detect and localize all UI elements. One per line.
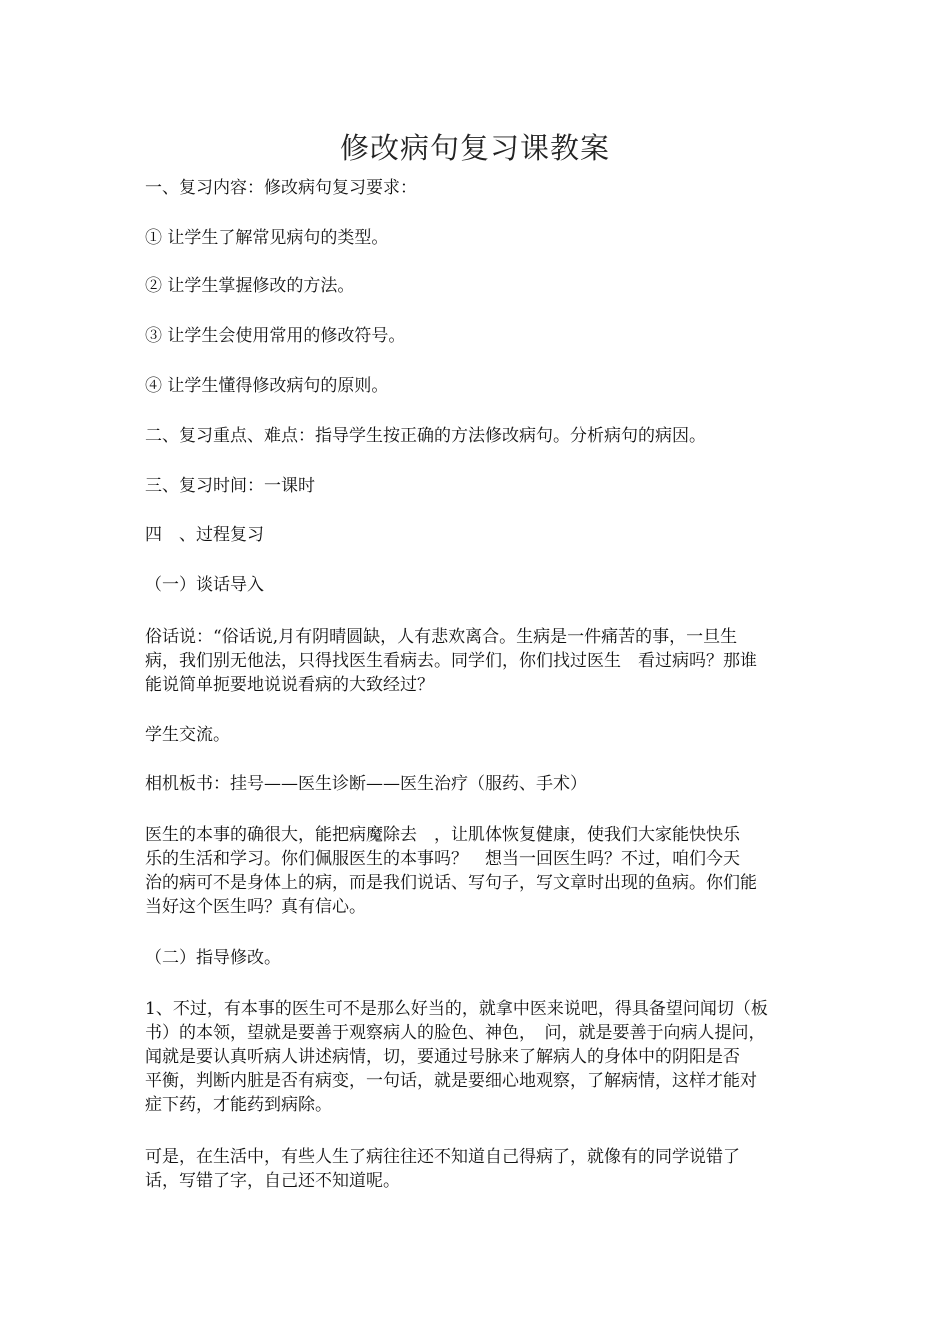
- point1-line: 1、不过，有本事的医生可不是那么好当的，就拿中医来说吧，得具备望问闻切（板: [145, 999, 768, 1019]
- requirement-1: ① 让学生了解常见病句的类型。: [145, 228, 389, 248]
- doctor-line: 治的病可不是身体上的病，而是我们说话、写句子，写文章时出现的鱼病。你们能: [145, 873, 757, 893]
- doctor-line: 当好这个医生吗？真有信心。: [145, 897, 366, 917]
- doctor-line: 医生的本事的确很大，能把病魔除去 ，让肌体恢复健康，使我们大家能快快乐: [145, 825, 740, 845]
- intro-line: 俗话说：“俗话说,月有阴晴圆缺，人有悲欢离合。生病是一件痛苦的事，一旦生: [145, 627, 738, 647]
- section3-time: 三、复习时间：一课时: [145, 476, 315, 496]
- section2-key-points: 二、复习重点、难点：指导学生按正确的方法修改病句。分析病句的病因。: [145, 426, 706, 446]
- closing-paragraph: [145, 1145, 813, 1193]
- point1-line: 症下药，才能药到病除。: [145, 1095, 332, 1115]
- section4-process: 四 、过程复习: [145, 525, 264, 545]
- point1-line: 闻就是要认真听病人讲述病情，切，要通过号脉来了解病人的身体中的阴阳是否: [145, 1047, 740, 1067]
- subsection-guidance-heading: （二）指导修改。: [145, 948, 281, 968]
- intro-paragraph: [145, 625, 813, 697]
- document-title: 修改病句复习课教案: [339, 131, 610, 165]
- closing-line: 可是，在生活中，有些人生了病往往还不知道自己得病了，就像有的同学说错了: [145, 1147, 740, 1167]
- closing-line: 话，写错了字，自己还不知道呢。: [145, 1171, 400, 1191]
- subsection-intro-heading: （一）谈话导入: [145, 575, 264, 595]
- point1-line: 平衡，判断内脏是否有病变，一句话，就是要细心地观察，了解病情，这样才能对: [145, 1071, 757, 1091]
- requirement-2: ② 让学生掌握修改的方法。: [145, 276, 355, 296]
- board-writing: 相机板书：挂号——医生诊断——医生治疗（服药、手术）: [145, 774, 587, 794]
- section1-heading: 一、复习内容：修改病句复习要求：: [145, 178, 417, 198]
- intro-line: 病，我们别无他法，只得找医生看病去。同学们，你们找过医生 看过病吗？那谁: [145, 651, 757, 671]
- intro-line: 能说简单扼要地说说看病的大致经过？: [145, 675, 434, 695]
- point1-paragraph: [145, 997, 813, 1117]
- requirement-3: ③ 让学生会使用常用的修改符号。: [145, 326, 406, 346]
- requirement-4: ④ 让学生懂得修改病句的原则。: [145, 376, 389, 396]
- doctor-line: 乐的生活和学习。你们佩服医生的本事吗？ 想当一回医生吗？不过，咱们今天: [145, 849, 740, 869]
- doctor-paragraph: [145, 823, 813, 919]
- point1-line: 书）的本领，望就是要善于观察病人的脸色、神色， 问，就是要善于向病人提问，: [145, 1023, 766, 1043]
- student-exchange: 学生交流。: [145, 725, 230, 745]
